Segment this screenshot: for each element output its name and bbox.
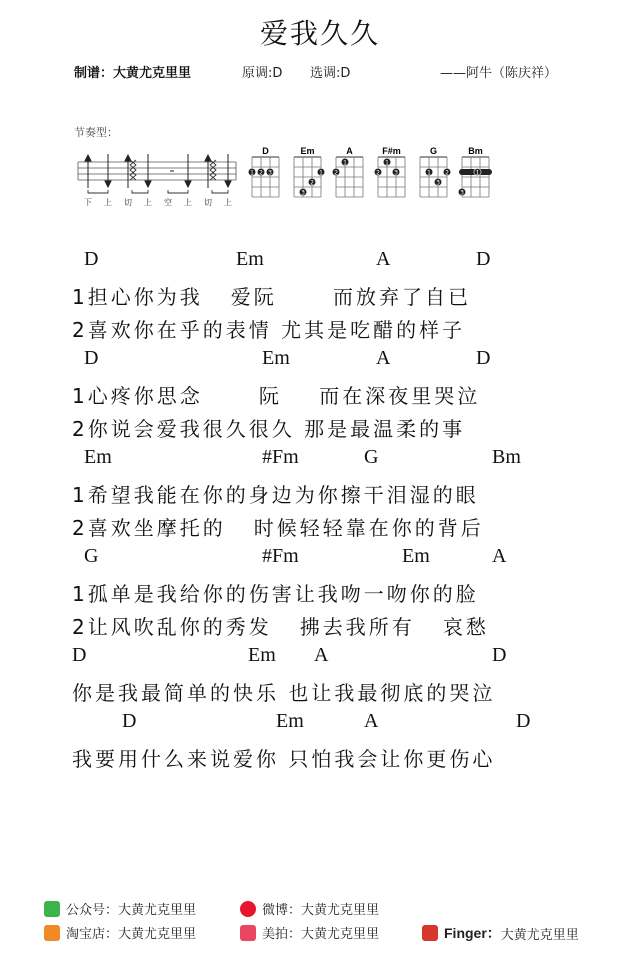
chord-marker: D bbox=[516, 710, 531, 732]
svg-text:1: 1 bbox=[475, 169, 480, 177]
svg-text:3: 3 bbox=[268, 169, 272, 177]
svg-text:3: 3 bbox=[460, 189, 464, 197]
stroke-label: 空 bbox=[164, 198, 172, 207]
chord-diagrams bbox=[248, 145, 498, 205]
svg-text:3: 3 bbox=[301, 189, 305, 197]
footer-taobao bbox=[44, 923, 196, 942]
chord-marker: D bbox=[476, 248, 491, 270]
svg-text:1: 1 bbox=[343, 159, 347, 167]
chord-name: F#m bbox=[382, 146, 401, 156]
chord-marker: A bbox=[376, 347, 391, 369]
svg-text:2: 2 bbox=[445, 169, 449, 177]
chord-marker: D bbox=[84, 248, 99, 270]
lyric-line bbox=[72, 512, 592, 545]
wechat-icon bbox=[44, 901, 60, 917]
footer-meipai bbox=[240, 923, 379, 942]
stroke-label: 上 bbox=[184, 198, 192, 207]
weibo-label: 微博：大黄尤克里里 bbox=[262, 903, 380, 918]
lyric-line bbox=[72, 314, 592, 347]
lyric-line bbox=[72, 380, 592, 413]
chord-diagram-g bbox=[420, 146, 451, 197]
finger-name: 大黄尤克里里 bbox=[500, 927, 579, 943]
artist: ——阿牛（陈庆祥） bbox=[440, 66, 558, 81]
lyric-text: 2你说会爱我很久很久 那是最温柔的事 bbox=[72, 417, 466, 441]
lyric-text: 1孤单是我给你的伤害让我吻一吻你的脸 bbox=[72, 582, 479, 606]
svg-text:1: 1 bbox=[385, 159, 389, 167]
meipai-icon bbox=[240, 925, 256, 941]
chord-marker: D bbox=[492, 644, 507, 666]
svg-text:2: 2 bbox=[334, 169, 338, 177]
chord-marker: A bbox=[492, 545, 507, 567]
stroke-label: 上 bbox=[144, 198, 152, 207]
chord-line bbox=[72, 710, 592, 743]
chord-marker: Em bbox=[276, 710, 304, 732]
chord-marker: Em bbox=[236, 248, 264, 270]
footer bbox=[44, 899, 624, 947]
taobao-icon bbox=[44, 925, 60, 941]
chord-marker: D bbox=[84, 347, 99, 369]
lyric-text: 2喜欢坐摩托的 时候轻轻靠在你的背后 bbox=[72, 516, 484, 540]
chord-name: A bbox=[346, 146, 353, 156]
chord-marker: A bbox=[314, 644, 329, 666]
svg-text:2: 2 bbox=[310, 179, 314, 187]
chord-line bbox=[72, 347, 592, 380]
lyric-text: 1担心你为我 爱阮 而放弃了自已 bbox=[72, 285, 471, 309]
lyric-text: 1心疼你思念 阮 而在深夜里哭泣 bbox=[72, 384, 481, 408]
lyric-line bbox=[72, 578, 592, 611]
chord-marker: G bbox=[84, 545, 99, 567]
chord-name: Bm bbox=[468, 146, 483, 156]
chord-line bbox=[72, 644, 592, 677]
svg-text:1: 1 bbox=[427, 169, 431, 177]
chord-line bbox=[72, 446, 592, 479]
meipai-label: 美拍：大黄尤克里里 bbox=[262, 927, 380, 942]
chord-marker: #Fm bbox=[262, 446, 299, 468]
chord-marker: A bbox=[376, 248, 391, 270]
chord-marker: D bbox=[122, 710, 137, 732]
lyric-text: 1希望我能在你的身边为你擦干泪湿的眼 bbox=[72, 483, 479, 507]
chord-marker: Em bbox=[402, 545, 430, 567]
taobao-label: 淘宝店：大黄尤克里里 bbox=[66, 927, 197, 942]
lyric-text: 我要用什么来说爱你 只怕我会让你更伤心 bbox=[72, 747, 496, 771]
original-key: 原调:D bbox=[242, 66, 283, 81]
chord-marker: Em bbox=[84, 446, 112, 468]
rhythm-label: 节奏型： bbox=[74, 126, 118, 139]
chord-marker: Em bbox=[262, 347, 290, 369]
chord-marker: Em bbox=[248, 644, 276, 666]
chord-marker: Bm bbox=[492, 446, 521, 468]
lyric-line bbox=[72, 413, 592, 446]
svg-text:1: 1 bbox=[250, 169, 254, 177]
footer-wechat bbox=[44, 899, 196, 918]
lyric-line bbox=[72, 281, 592, 314]
lyric-text: 你是我最简单的快乐 也让我最彻底的哭泣 bbox=[72, 681, 496, 705]
finger-label: Finger： bbox=[444, 925, 501, 941]
stroke-label: 下 bbox=[84, 198, 92, 207]
lyric-line bbox=[72, 677, 592, 710]
finger-icon bbox=[422, 925, 438, 941]
stroke-label: 上 bbox=[104, 198, 112, 207]
selected-key: 选调:D bbox=[310, 66, 351, 81]
lyrics-sheet bbox=[72, 248, 592, 776]
lyric-line bbox=[72, 611, 592, 644]
chord-name: Em bbox=[300, 146, 315, 156]
footer-finger bbox=[422, 923, 579, 943]
stroke-label: 切 bbox=[204, 198, 212, 207]
lyric-line bbox=[72, 479, 592, 512]
chord-marker: A bbox=[364, 710, 379, 732]
rhythm-pattern bbox=[72, 150, 242, 208]
chord-name: G bbox=[429, 146, 438, 156]
chord-marker: G bbox=[364, 446, 379, 468]
svg-text:2: 2 bbox=[259, 169, 263, 177]
svg-text:2: 2 bbox=[376, 169, 380, 177]
footer-weibo bbox=[240, 899, 379, 918]
arranger: 制谱：大黄尤克里里 bbox=[74, 66, 192, 81]
lyric-line bbox=[72, 743, 592, 776]
chord-marker: #Fm bbox=[262, 545, 299, 567]
chord-marker: D bbox=[72, 644, 87, 666]
chord-diagram-a bbox=[332, 146, 363, 197]
chord-marker: D bbox=[476, 347, 491, 369]
stroke-label: 切 bbox=[124, 198, 132, 207]
chord-name: D bbox=[262, 146, 269, 156]
weibo-icon bbox=[240, 901, 256, 917]
chord-line bbox=[72, 248, 592, 281]
chord-diagram-bm bbox=[458, 146, 492, 197]
lyric-text: 2让风吹乱你的秀发 拂去我所有 哀愁 bbox=[72, 615, 489, 639]
lyric-text: 2喜欢你在乎的表情 尤其是吃醋的样子 bbox=[72, 318, 466, 342]
chord-diagram-em bbox=[294, 146, 325, 197]
chord-line bbox=[72, 545, 592, 578]
svg-text:1: 1 bbox=[319, 169, 323, 177]
song-meta bbox=[74, 62, 594, 81]
chord-diagram-d bbox=[248, 146, 279, 197]
chord-diagram-fsharpm bbox=[374, 146, 405, 197]
wechat-label: 公众号：大黄尤克里里 bbox=[66, 903, 197, 918]
stroke-label: 上 bbox=[224, 198, 232, 207]
song-title: 爱我久久 bbox=[259, 17, 380, 50]
svg-text:3: 3 bbox=[436, 179, 440, 187]
svg-text:3: 3 bbox=[394, 169, 398, 177]
